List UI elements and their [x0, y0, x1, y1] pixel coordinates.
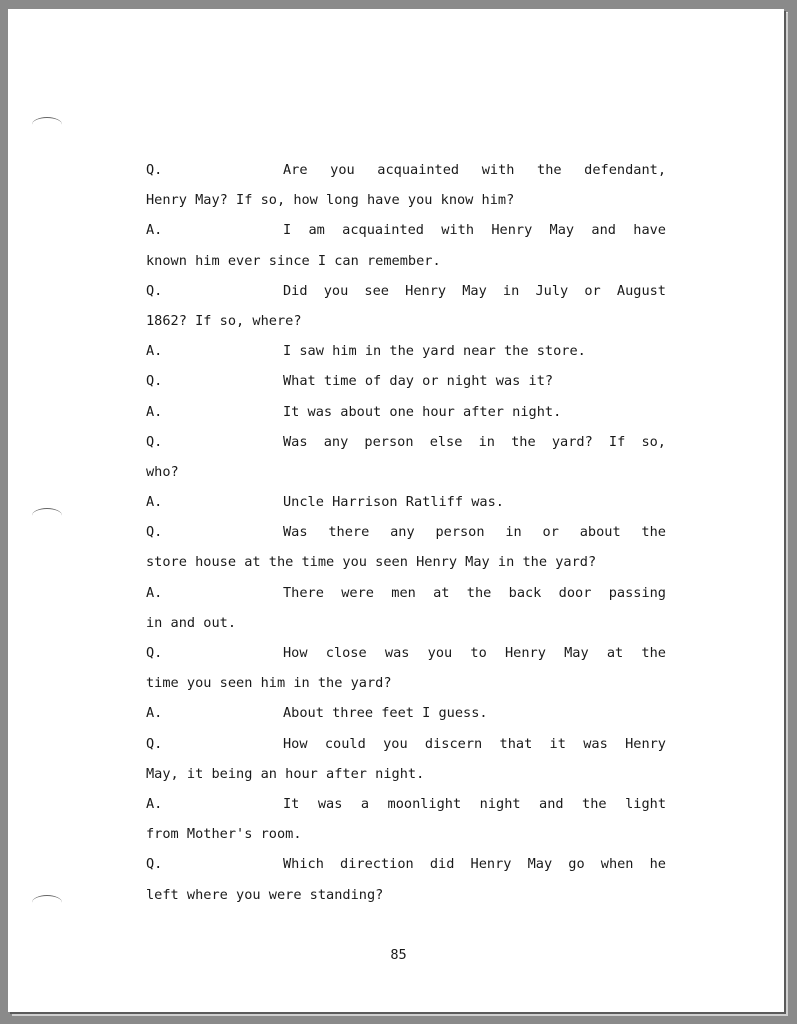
entry-text-continuation-line: time you seen him in the yard? [146, 675, 392, 692]
entry-text-first-line: How could you discern that it was Henry [283, 735, 666, 752]
entry-text-first-line: Was any person else in the yard? If so, [283, 433, 666, 450]
answer-label: A. [146, 705, 163, 722]
question-label: Q. [146, 735, 163, 752]
punch-hole-mark-bottom [32, 895, 62, 910]
answer-label: A. [146, 584, 163, 601]
punch-hole-mark-top [32, 117, 62, 132]
answer-line [146, 789, 666, 819]
entry-text-continuation-line: Henry May? If so, how long have you know him? [146, 192, 515, 209]
question-line [146, 276, 666, 306]
answer-label: A. [146, 403, 163, 420]
punch-hole-mark-middle [32, 508, 62, 523]
answer-label: A. [146, 222, 163, 239]
question-label: Q. [146, 524, 163, 541]
entry-text-continuation-line: known him ever since I can remember. [146, 252, 441, 269]
question-line [146, 638, 666, 668]
page-number: 85 [390, 947, 407, 963]
question-label: Q. [146, 282, 163, 299]
testimony-transcript [146, 155, 666, 910]
entry-text-continuation-line: from Mother's room. [146, 826, 302, 843]
question-line [146, 849, 666, 879]
entry-text-continuation-line: in and out. [146, 614, 237, 631]
question-line [146, 427, 666, 457]
answer-line [146, 487, 666, 517]
question-label: Q. [146, 645, 163, 661]
question-line [146, 517, 666, 547]
entry-text-continuation-line: 1862? If so, where? [146, 312, 302, 329]
entry-text-first-line: I saw him in the yard near the store. [283, 343, 586, 360]
entry-text-first-line: Did you see Henry May in July or August [283, 282, 666, 299]
question-line [146, 729, 666, 759]
answer-label: A. [146, 494, 163, 511]
entry-text-first-line: I am acquainted with Henry May and have [283, 222, 666, 239]
question-line [146, 366, 666, 396]
entry-text-first-line: Are you acquainted with the defendant, [283, 162, 666, 178]
answer-label: A. [146, 795, 163, 812]
entry-text-first-line: It was a moonlight night and the light [283, 795, 666, 812]
answer-line [146, 215, 666, 245]
entry-text-first-line: About three feet I guess. [283, 705, 488, 722]
answer-line [146, 578, 666, 608]
entry-text-first-line: Was there any person in or about the [283, 524, 666, 541]
answer-line [146, 336, 666, 366]
entry-text-first-line: Uncle Harrison Ratliff was. [283, 494, 504, 511]
answer-line [146, 397, 666, 427]
question-label: Q. [146, 433, 163, 450]
question-label: Q. [146, 373, 163, 390]
question-label: Q. [146, 856, 163, 873]
entry-text-continuation-line: May, it being an hour after night. [146, 765, 425, 782]
answer-label: A. [146, 343, 163, 360]
entry-text-first-line: How close was you to Henry May at the [283, 645, 666, 661]
entry-text-first-line: Which direction did Henry May go when he [283, 856, 666, 873]
question-label: Q. [146, 162, 163, 178]
entry-text-first-line: There were men at the back door passing [283, 584, 666, 601]
entry-text-continuation-line: who? [146, 463, 179, 480]
page-edge-right [784, 12, 788, 1016]
entry-text-continuation-line: left where you were standing? [146, 886, 384, 903]
page-edge-bottom [12, 1012, 788, 1016]
entry-text-first-line: What time of day or night was it? [283, 373, 554, 390]
entry-text-continuation-line: store house at the time you seen Henry May in the yard? [146, 554, 597, 571]
entry-text-first-line: It was about one hour after night. [283, 403, 562, 420]
answer-line [146, 698, 666, 728]
question-line [146, 155, 666, 185]
